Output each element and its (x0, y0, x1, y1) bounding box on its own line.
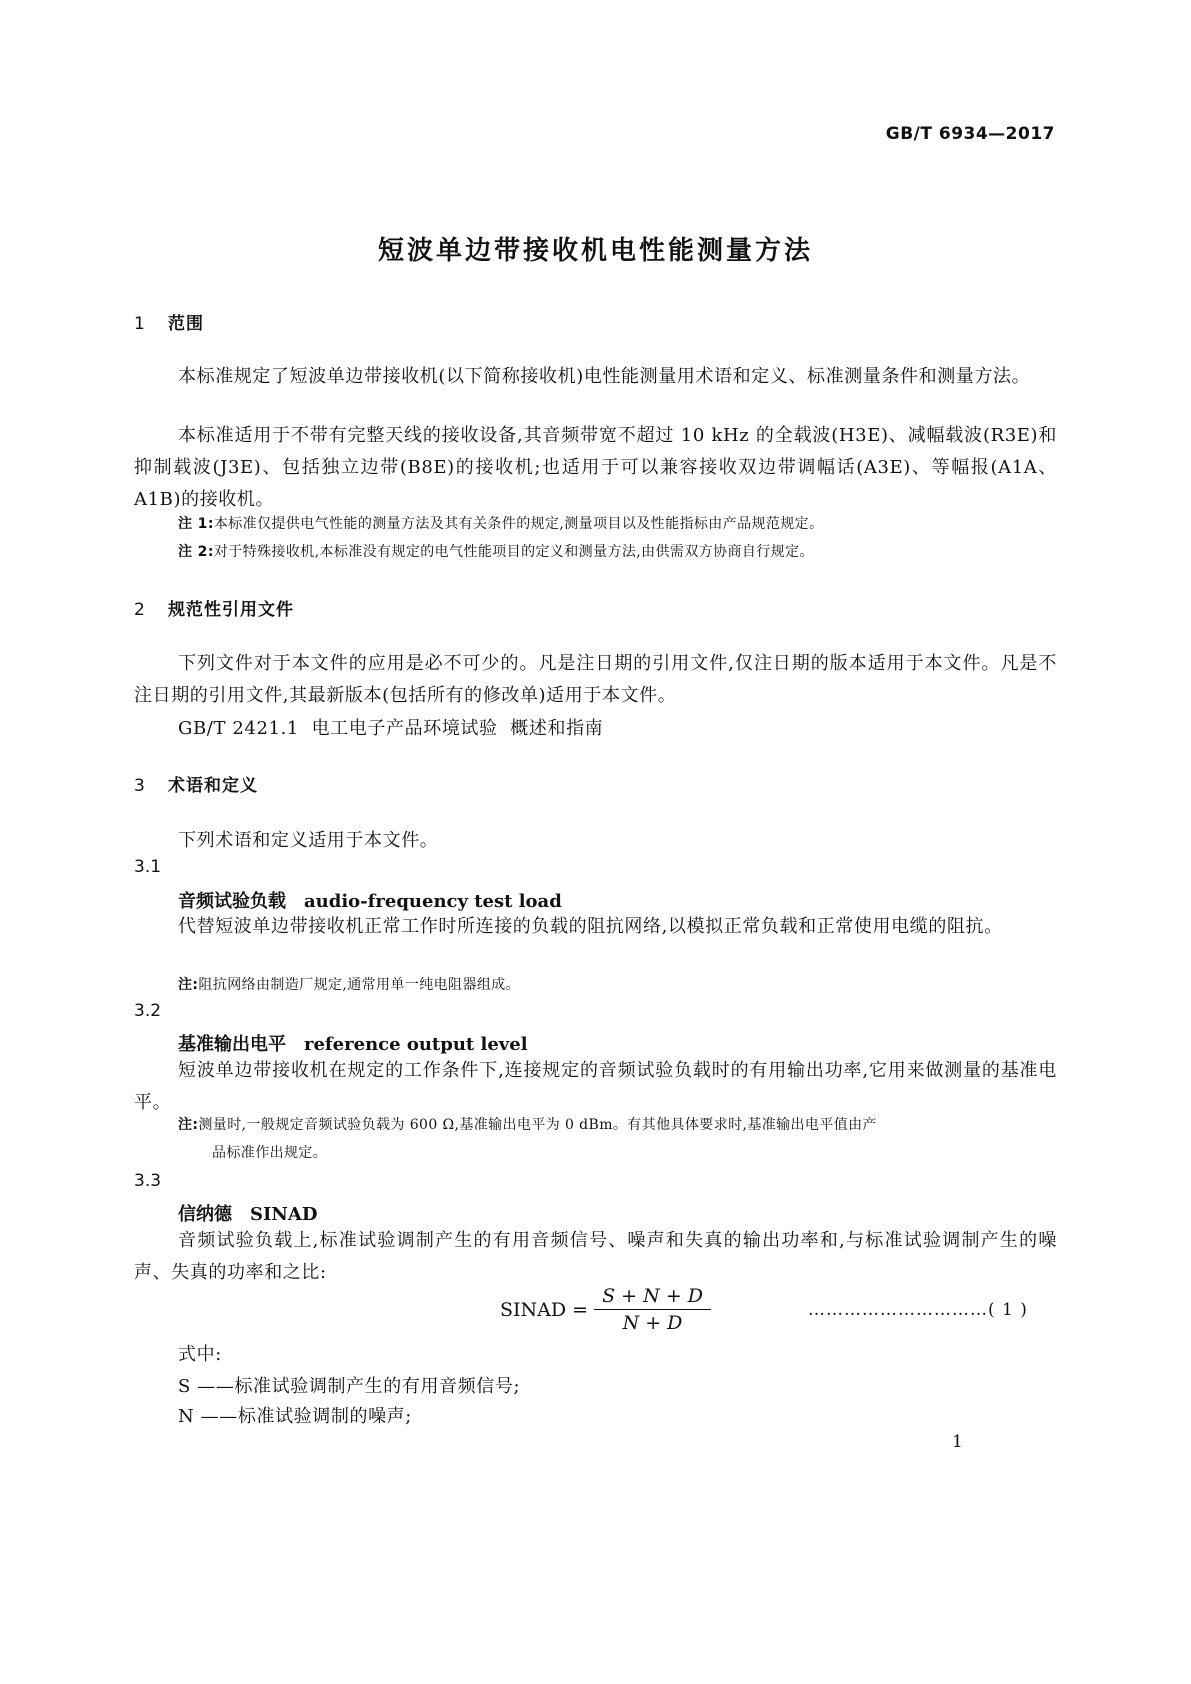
term-3-1 (178, 887, 562, 913)
formula-denominator: N + D (622, 1312, 683, 1334)
note-text-line-2: 品标准作出规定。 (212, 1145, 328, 1161)
equation-number: …………………………( 1 ) (808, 1300, 1028, 1320)
note-text: 阻抗网络由制造厂规定,通常用单一纯电阻器组成。 (198, 977, 521, 993)
formula-numerator: S + N + D (594, 1285, 711, 1310)
section-title: 范围 (168, 314, 204, 334)
term-chinese: 信纳德 (178, 1204, 232, 1225)
section-number: 1 (134, 314, 146, 334)
scope-paragraph-2: 本标准适用于不带有完整天线的接收设备,其音频带宽不超过 10 kHz 的全载波(H3E)、减幅载波(R3E)和抑制载波(J3E)、包括独立边带(B8E)的接收机;也适用于可以兼容接收双边带调幅话(A3E)、等幅报(A1A、A1B)的接收机。 (134, 425, 1057, 510)
sinad-formula (500, 1285, 711, 1334)
section-3-heading (134, 771, 258, 796)
term-english: reference output level (304, 1034, 528, 1055)
section-number: 3 (134, 776, 146, 796)
term-chinese: 基准输出电平 (178, 1034, 286, 1055)
clause-3-2-number: 3.2 (134, 1001, 162, 1021)
term-3-3-definition: 音频试验负载上,标准试验调制产生的有用音频信号、噪声和失真的输出功率和,与标准试验调制产生的噪声、失真的功率和之比: (134, 1230, 1057, 1283)
where-label: 式中: (178, 1344, 222, 1365)
section-number: 2 (134, 600, 146, 620)
section-1-heading (134, 309, 204, 334)
terms-intro: 下列术语和定义适用于本文件。 (178, 830, 439, 851)
reference-entry: GB/T 2421.1 电工电子产品环境试验 概述和指南 (178, 718, 604, 739)
term-3-2-definition: 短波单边带接收机在规定的工作条件下,连接规定的音频试验负载时的有用输出功率,它用来做测量的基准电平。 (134, 1060, 1057, 1113)
note-text: 本标准仅提供电气性能的测量方法及其有关条件的规定,测量项目以及性能指标由产品规范规定。 (213, 516, 824, 532)
formula-fraction (594, 1285, 711, 1334)
note-label: 注: (178, 1117, 199, 1133)
term-3-3 (178, 1200, 317, 1226)
note-label: 注 1: (178, 516, 214, 532)
formula-lhs: SINAD = (500, 1298, 589, 1321)
scope-paragraph-1: 本标准规定了短波单边带接收机(以下简称接收机)电性能测量用术语和定义、标准测量条件和测量方法。 (178, 366, 1031, 387)
section-title: 术语和定义 (168, 776, 258, 796)
standard-number: GB/T 6934—2017 (885, 124, 1055, 144)
term-3-1-note (178, 974, 520, 994)
note-text-line-1: 测量时,一般规定音频试验负载为 600 Ω,基准输出电平为 0 dBm。有其他具体要求时,基准输出电平值由产 (198, 1117, 877, 1133)
note-label: 注: (178, 977, 199, 993)
scope-note-1 (178, 513, 823, 533)
scope-note-2 (178, 541, 814, 561)
document-title: 短波单边带接收机电性能测量方法 (377, 236, 813, 266)
note-label: 注 2: (178, 544, 214, 560)
term-3-1-definition: 代替短波单边带接收机正常工作时所连接的负载的阻抗网络,以模拟正常负载和正常使用电缆的阻抗。 (178, 916, 1003, 937)
clause-3-1-number: 3.1 (134, 857, 162, 877)
variable-n-definition: N ——标准试验调制的噪声; (178, 1406, 412, 1427)
variable-s-definition: S ——标准试验调制产生的有用音频信号; (178, 1376, 521, 1397)
term-chinese: 音频试验负载 (178, 891, 286, 912)
section-2-heading (134, 595, 294, 620)
clause-3-3-number: 3.3 (134, 1171, 162, 1191)
term-3-2 (178, 1030, 528, 1056)
note-text: 对于特殊接收机,本标准没有规定的电气性能项目的定义和测量方法,由供需双方协商自行规定。 (213, 544, 814, 560)
term-english: SINAD (250, 1204, 318, 1225)
normative-references-paragraph: 下列文件对于本文件的应用是必不可少的。凡是注日期的引用文件,仅注日期的版本适用于本文件。凡是不注日期的引用文件,其最新版本(包括所有的修改单)适用于本文件。 (134, 653, 1057, 706)
page-number: 1 (952, 1432, 963, 1452)
section-title: 规范性引用文件 (168, 600, 294, 620)
term-3-2-note (178, 1111, 1060, 1167)
term-english: audio-frequency test load (304, 891, 562, 912)
